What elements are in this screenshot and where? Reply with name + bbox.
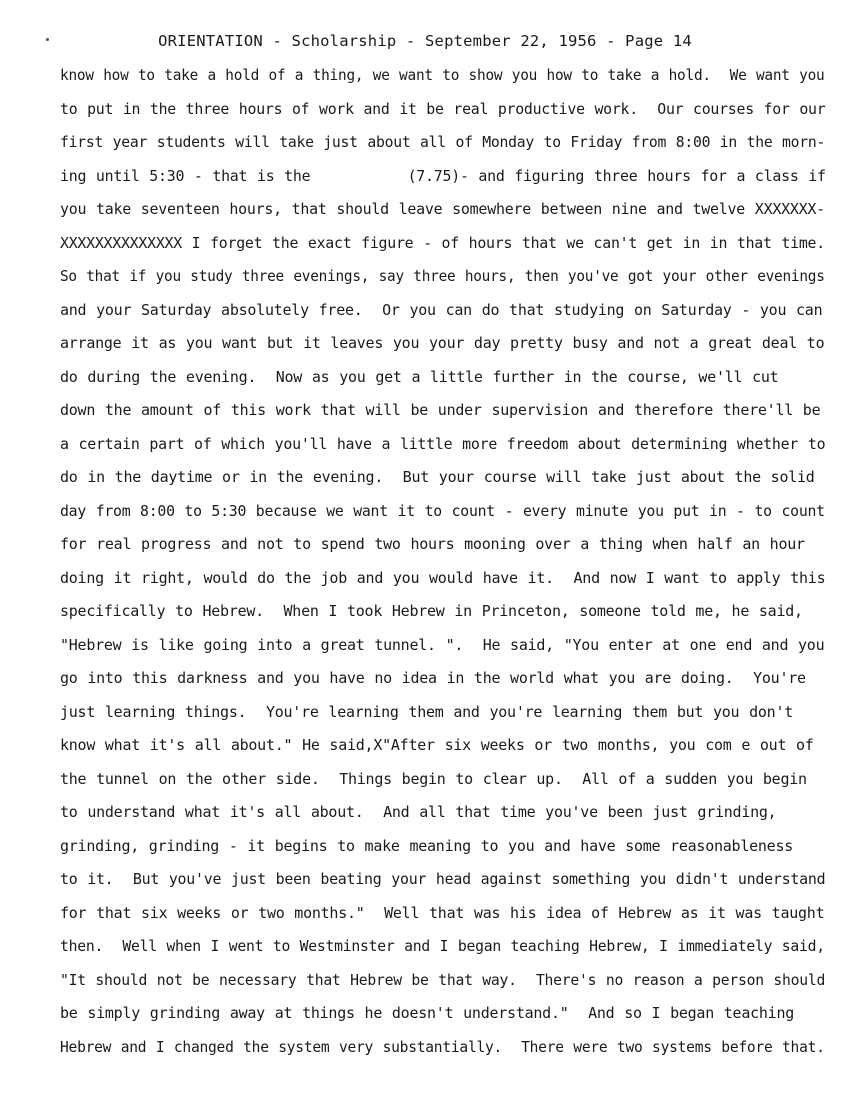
text-line-26: for that six weeks or two months." Well that was his idea of Hebrew as it was taught: [60, 903, 825, 922]
text-line-4: ing until 5:30 - that is the (7.75)- and figuring three hours for a class if: [60, 166, 826, 185]
text-line-12: a certain part of which you'll have a little more freedom about determining whether to: [60, 434, 826, 453]
text-line-27: then. Well when I went to Westminster and I began teaching Hebrew, I immediately said,: [60, 937, 825, 955]
text-line-8: and your Saturday absolutely free. Or you can do that studying on Saturday - you can: [60, 300, 823, 319]
text-line-7: So that if you study three evenings, say three hours, then you've got your other evenings: [60, 267, 825, 285]
text-line-29: be simply grinding away at things he doesn't understand." And so I began teaching: [60, 1004, 795, 1022]
text-line-30: Hebrew and I changed the system very substantially. There were two systems before that.: [60, 1037, 825, 1056]
text-line-11: down the amount of this work that will be under supervision and therefore there'll be: [60, 401, 821, 419]
text-line-18: "Hebrew is like going into a great tunnel. ". He said, "You enter at one end and you: [60, 635, 825, 654]
text-line-10: do during the evening. Now as you get a little further in the course, we'll cut: [60, 367, 779, 386]
text-line-24: grinding, grinding - it begins to make meaning to you and have some reasonableness: [60, 836, 794, 855]
text-line-5: you take seventeen hours, that should leave somewhere between nine and twelve XXXXXXX-: [60, 200, 825, 218]
text-line-14: day from 8:00 to 5:30 because we want it to count - every minute you put in - to count: [60, 501, 825, 520]
document-body: [60, 64, 826, 1069]
text-line-20: just learning things. You're learning them and you're learning them but you don't: [60, 702, 794, 721]
text-line-17: specifically to Hebrew. When I took Hebrew in Princeton, someone told me, he said,: [60, 602, 803, 620]
text-line-16: doing it right, would do the job and you would have it. And now I want to apply this: [60, 568, 826, 587]
text-line-22: the tunnel on the other side. Things begin to clear up. All of a sudden you begin: [60, 769, 807, 788]
text-line-1: know how to take a hold of a thing, we want to show you how to take a hold. We want you: [60, 66, 825, 84]
text-line-3: first year students will take just about all of Monday to Friday from 8:00 in the morn-: [60, 133, 826, 151]
text-line-6: XXXXXXXXXXXXXX I forget the exact figure - of hours that we can't get in in that time.: [60, 233, 825, 252]
text-line-9: arrange it as you want but it leaves you your day pretty busy and not a great deal to: [60, 334, 825, 352]
text-line-28: "It should not be necessary that Hebrew be that way. There's no reason a person should: [60, 970, 826, 989]
text-line-25: to it. But you've just been beating your head against something you didn't understand: [60, 870, 826, 888]
text-line-19: go into this darkness and you have no idea in the world what you are doing. You're: [60, 669, 806, 687]
text-line-15: for real progress and not to spend two hours mooning over a thing when half an hour: [60, 535, 805, 553]
text-line-13: do in the daytime or in the evening. But your course will take just about the solid: [60, 468, 815, 486]
text-line-23: to understand what it's all about. And all that time you've been just grinding,: [60, 803, 777, 821]
text-line-21: know what it's all about." He said,X"After six weeks or two months, you com e out of: [60, 736, 814, 754]
text-line-2: to put in the three hours of work and it be real productive work. Our courses for our: [60, 99, 826, 118]
page-header: ORIENTATION - Scholarship - September 22, 1956 - Page 14: [158, 32, 692, 50]
